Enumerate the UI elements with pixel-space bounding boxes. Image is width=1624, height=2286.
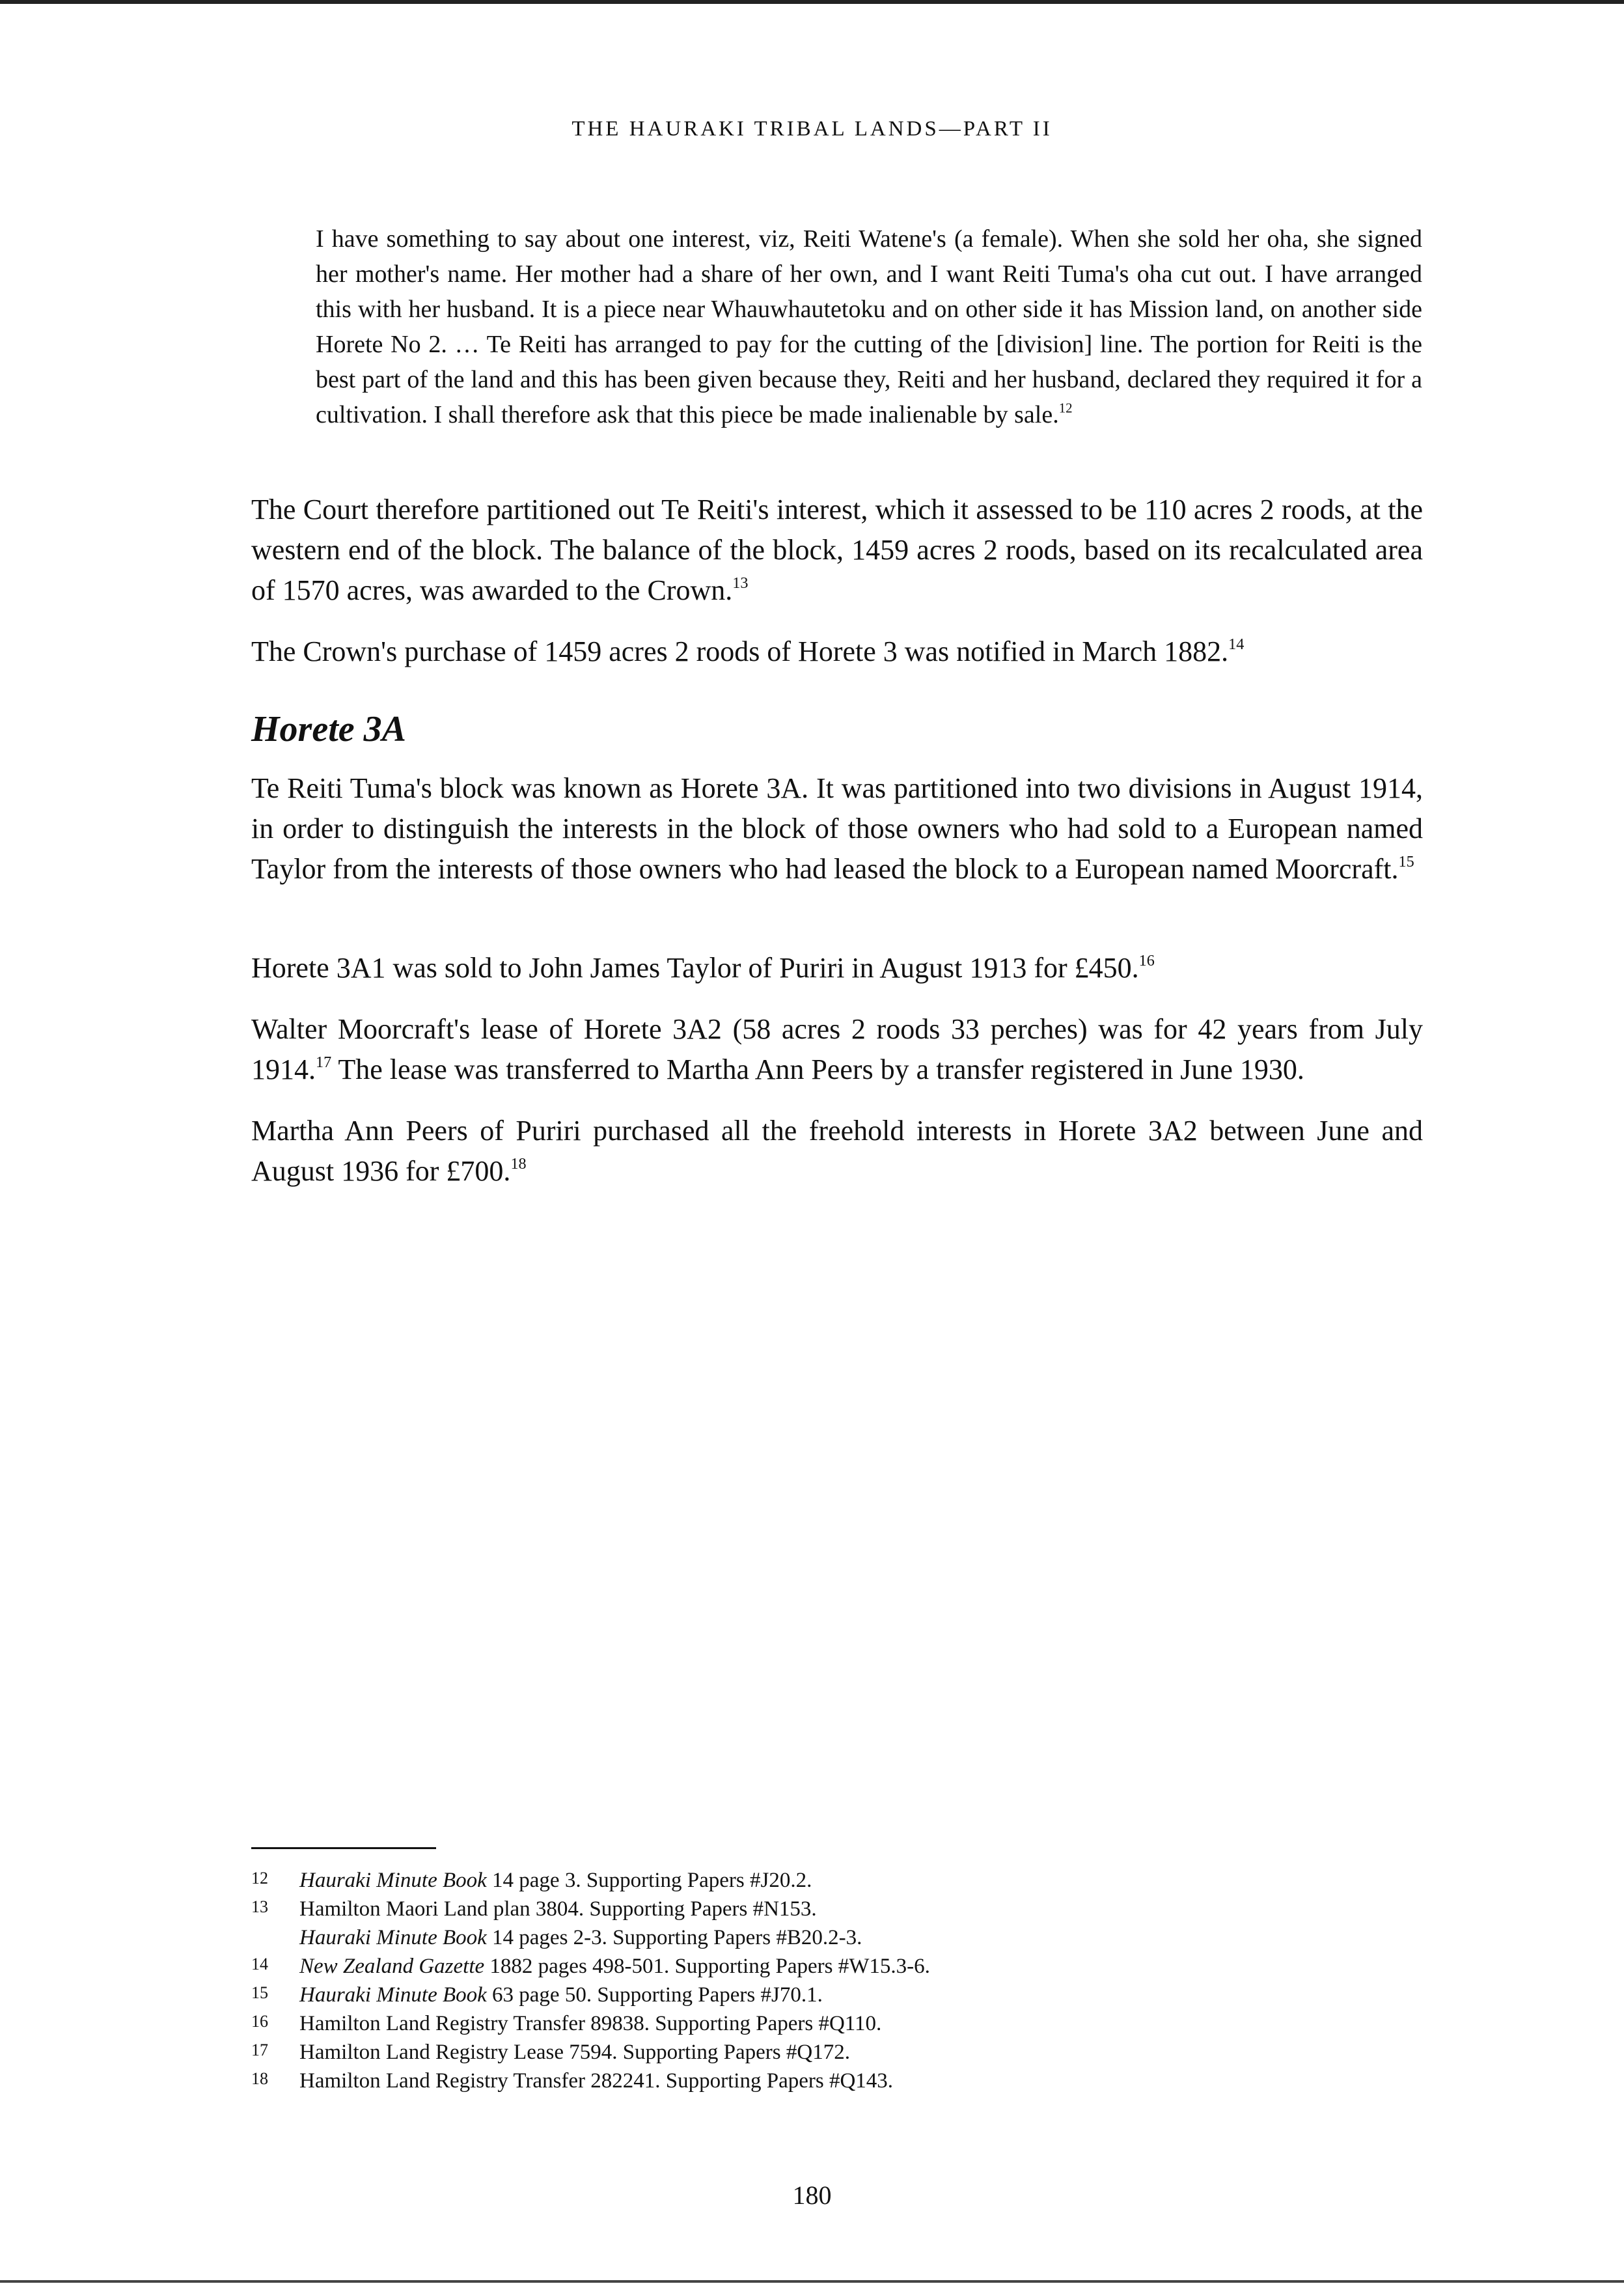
footnote-rule [251,1847,436,1849]
footnote [251,1981,1423,2009]
footnote-source-title: Hauraki Minute Book [299,1983,487,2007]
footnote-detail: Hamilton Land Registry Transfer 89838. Supporting Papers #Q110. [299,2012,882,2035]
footnote-detail: 14 page 3. Supporting Papers #J20.2. [486,1869,812,1892]
top-scan-edge [0,0,1624,4]
footnote-number: 17 [251,2041,268,2059]
footnote-number: 15 [251,1983,268,2002]
paragraph-text: Te Reiti Tuma's block was known as Horete 3A. It was partitioned into two divisions in August 1914, in order to distinguish the interests in the block of those owners who had sold to a European named Taylor from the interests of those owners who had leased the block to a European named Moorcraft. [251,772,1423,885]
footnotes [251,1866,1423,2095]
paragraph-text: Walter Moorcraft's lease of Horete 3A2 (58 acres 2 roods 33 perches) was for 42 years from July 1914. [251,1013,1423,1085]
running-head: THE HAURAKI TRIBAL LANDS—PART II [571,117,1053,141]
footnote [251,2038,1423,2067]
footnote-number: 12 [251,1869,268,1888]
footnote-number: 13 [251,1897,268,1916]
paragraph-crown-purchase [251,632,1423,672]
section-heading: Horete 3A [251,709,406,749]
footnote-ref: 15 [1398,852,1414,871]
footnote-detail: Hamilton Maori Land plan 3804. Supporting Papers #N153. [299,1897,817,1921]
footnote-detail: 1882 pages 498-501. Supporting Papers #W15.3-6. [484,1955,930,1978]
footnote-source-title: Hauraki Minute Book [299,1926,487,1949]
footnote-ref: 16 [1138,951,1155,969]
footnote-source-title: Hauraki Minute Book [299,1869,487,1892]
footnote-detail: Hamilton Land Registry Lease 7594. Supporting Papers #Q172. [299,2041,850,2064]
footnote-text [299,2067,1423,2095]
quote-text: I have something to say about one interest, viz, Reiti Watene's (a female). When she sold her oha, she signed her mother's name. Her mother had a share of her own, and I want Reiti Tuma's oha cut out. I have arranged this with her husband. It is a piece near Whauwhautetoku and on other side it has Mission land, on another side Horete No 2. … Te Reiti has arranged to pay for the cutting of the [division] line. The portion for Reiti is the best part of the land and this has been given because they, Reiti and her husband, declared they required it for a cultivation. I shall therefore ask that this piece be made inalienable by sale. [316,225,1422,428]
paragraph-text: Horete 3A1 was sold to John James Taylor of Puriri in August 1913 for £450. [251,952,1139,984]
paragraph-text: Martha Ann Peers of Puriri purchased all the freehold interests in Horete 3A2 between June and August 1936 for £700. [251,1115,1423,1187]
paragraph-horete-3a1 [251,948,1423,988]
paragraph-partition [251,490,1423,611]
footnote [251,1866,1423,1895]
footnote-detail: 63 page 50. Supporting Papers #J70.1. [486,1983,823,2007]
footnote-ref: 13 [732,574,749,592]
page-number: 180 [792,2181,832,2210]
footnote-ref: 14 [1228,635,1245,653]
paragraph-horete-3a [251,768,1423,889]
footnote [251,1952,1423,1981]
footnote-text [299,1952,1423,1981]
paragraph-text: The Court therefore partitioned out Te Reiti's interest, which it assessed to be 110 acres 2 roods, at the western end of the block. The balance of the block, 1459 acres 2 roods, based on its recalculated area of 1570 acres, was awarded to the Crown. [251,494,1423,606]
footnote-source-title: New Zealand Gazette [299,1955,485,1978]
footnote-number [251,1923,299,1952]
footnote-ref: 12 [1058,400,1073,416]
footnote-ref: 18 [510,1154,527,1173]
footnote-text [299,1895,1423,1923]
footnote-ref: 17 [316,1053,332,1071]
footnote-number: 14 [251,1955,268,1973]
footnote-text [299,1866,1423,1895]
bottom-scan-edge [0,2280,1624,2283]
footnote-detail: Hamilton Land Registry Transfer 282241. Supporting Papers #Q143. [299,2069,894,2093]
footnote [251,1923,1423,1952]
footnote-detail: 14 pages 2-3. Supporting Papers #B20.2-3. [486,1926,862,1949]
footnote-text [299,2038,1423,2067]
footnote [251,2009,1423,2038]
footnote-text [299,1923,1423,1952]
footnote-number: 18 [251,2069,268,2088]
paragraph-moorcraft-lease [251,1009,1423,1090]
block-quote [316,221,1422,432]
paragraph-peers-purchase [251,1111,1423,1192]
footnote [251,1895,1423,1923]
paragraph-text: The lease was transferred to Martha Ann Peers by a transfer registered in June 1930. [331,1053,1304,1085]
footnote-text [299,2009,1423,2038]
footnote-text [299,1981,1423,2009]
paragraph-text: The Crown's purchase of 1459 acres 2 roods of Horete 3 was notified in March 1882. [251,635,1229,667]
footnote-number: 16 [251,2012,268,2031]
footnote [251,2067,1423,2095]
